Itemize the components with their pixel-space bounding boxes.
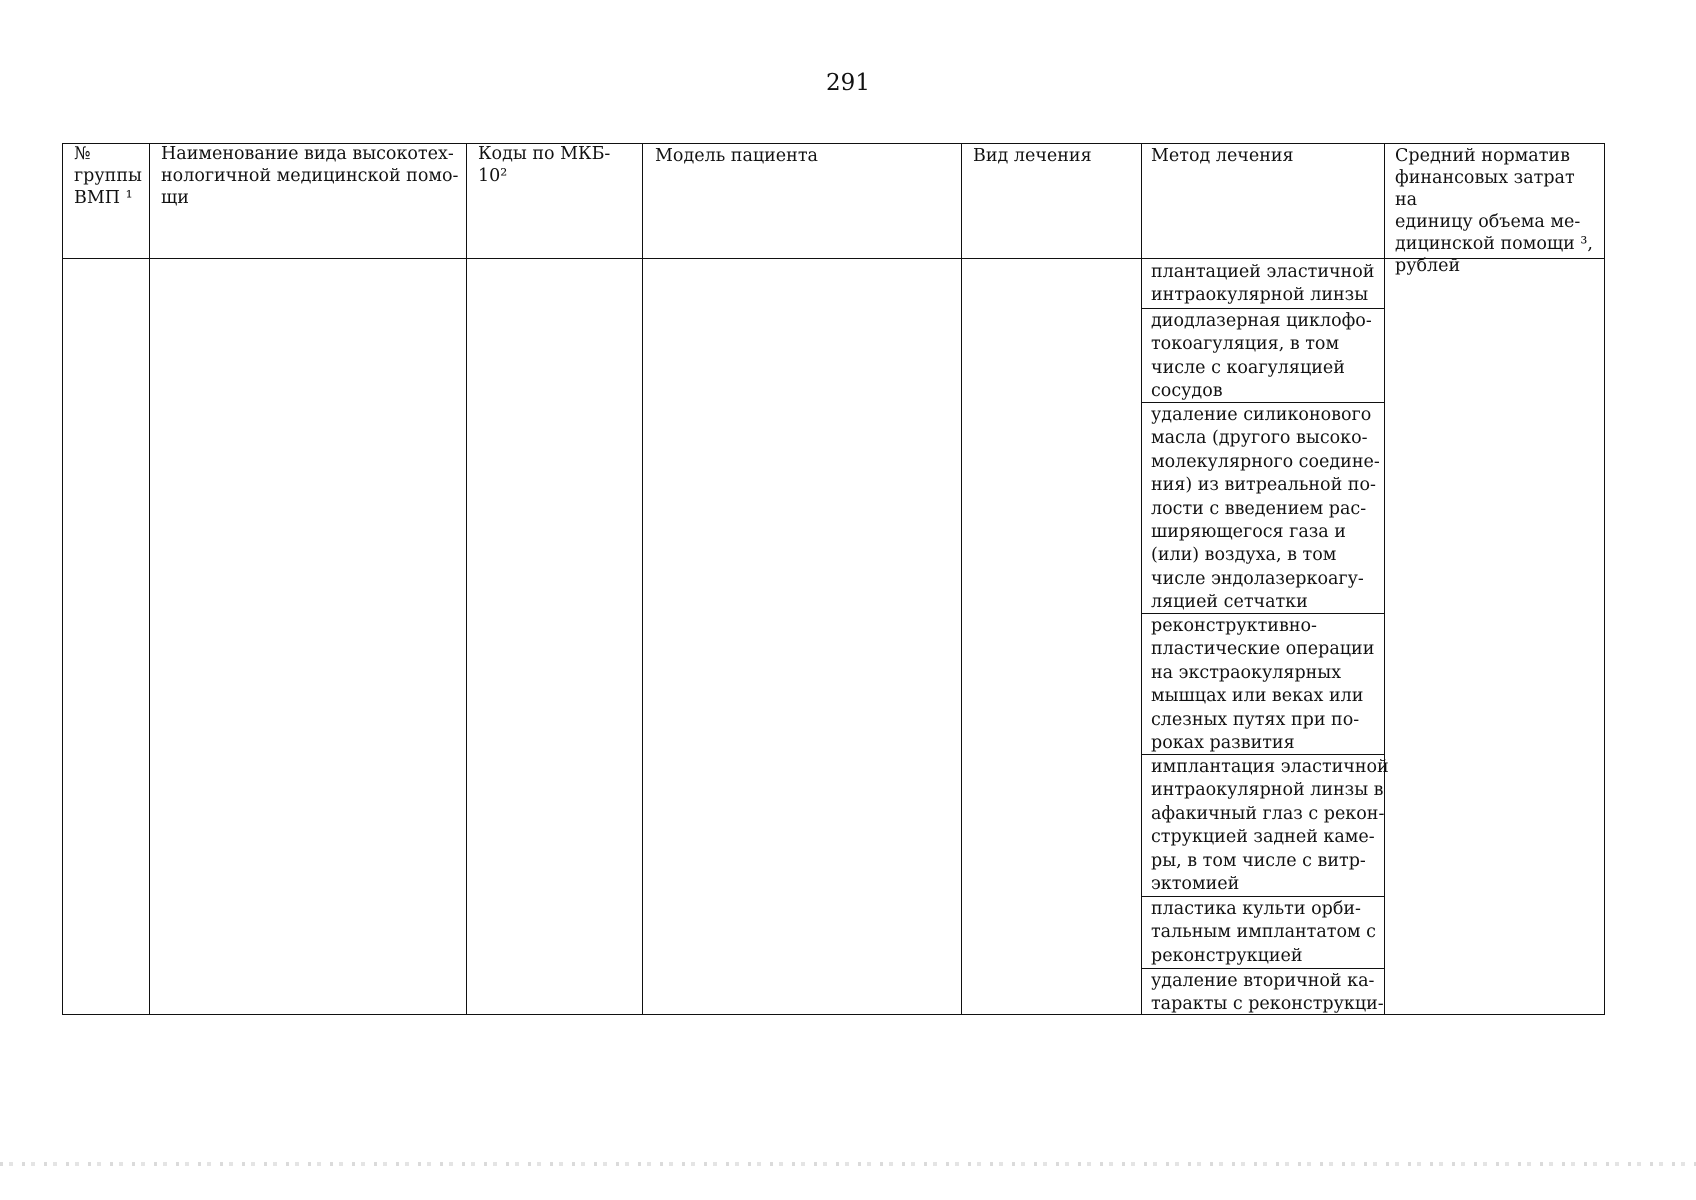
header-icd-codes: Коды по МКБ- 10²: [478, 144, 611, 186]
column-divider: [149, 143, 150, 1014]
method-cell: имплантация эластичной интраокулярной линзы в афакичный глаз с рекон- струкцией задней каме- ры, в том числе с витр- эктомией: [1151, 757, 1389, 895]
header-patient-model: Модель пациента: [655, 146, 818, 166]
header-treatment-type: Вид лечения: [973, 146, 1092, 166]
page-number: 291: [826, 70, 870, 96]
method-cell: диодлазерная циклофо- токоагуляция, в том числе с коагуляцией сосудов: [1151, 311, 1372, 402]
column-divider: [466, 143, 467, 1014]
method-cell: удаление вторичной ка- таракты с реконструкци-: [1151, 971, 1384, 1015]
method-cell: пластика культи орби- тальным имплантатом с реконструкцией: [1151, 899, 1376, 966]
header-divider: [62, 258, 1605, 259]
scan-artifact-strip: [0, 1162, 1696, 1166]
header-name: Наименование вида высокотех- нологичной медицинской помо- щи: [161, 144, 459, 208]
header-treatment-method: Метод лечения: [1151, 146, 1294, 166]
header-avg-cost: Средний норматив финансовых затрат на единицу объема ме- дицинской помощи ³, рублей: [1395, 146, 1593, 276]
column-divider: [961, 143, 962, 1014]
column-divider: [1141, 143, 1142, 1014]
column-divider: [642, 143, 643, 1014]
method-cell: плантацией эластичной интраокулярной линзы: [1151, 262, 1375, 306]
method-cell: удаление силиконового масла (другого высоко- молекулярного соедине- ния) из витреальной по- лости с введением рас- ширяющегося газа и (или) воздуха, в том числе эндолазеркоагу- ляцией сетчатки: [1151, 405, 1380, 613]
header-group-no: № группы ВМП ¹: [74, 144, 142, 208]
method-cell: реконструктивно- пластические операции на экстраокулярных мышцах или веках или слезных путях при по- роках развития: [1151, 616, 1375, 754]
method-divider: [1141, 308, 1384, 309]
